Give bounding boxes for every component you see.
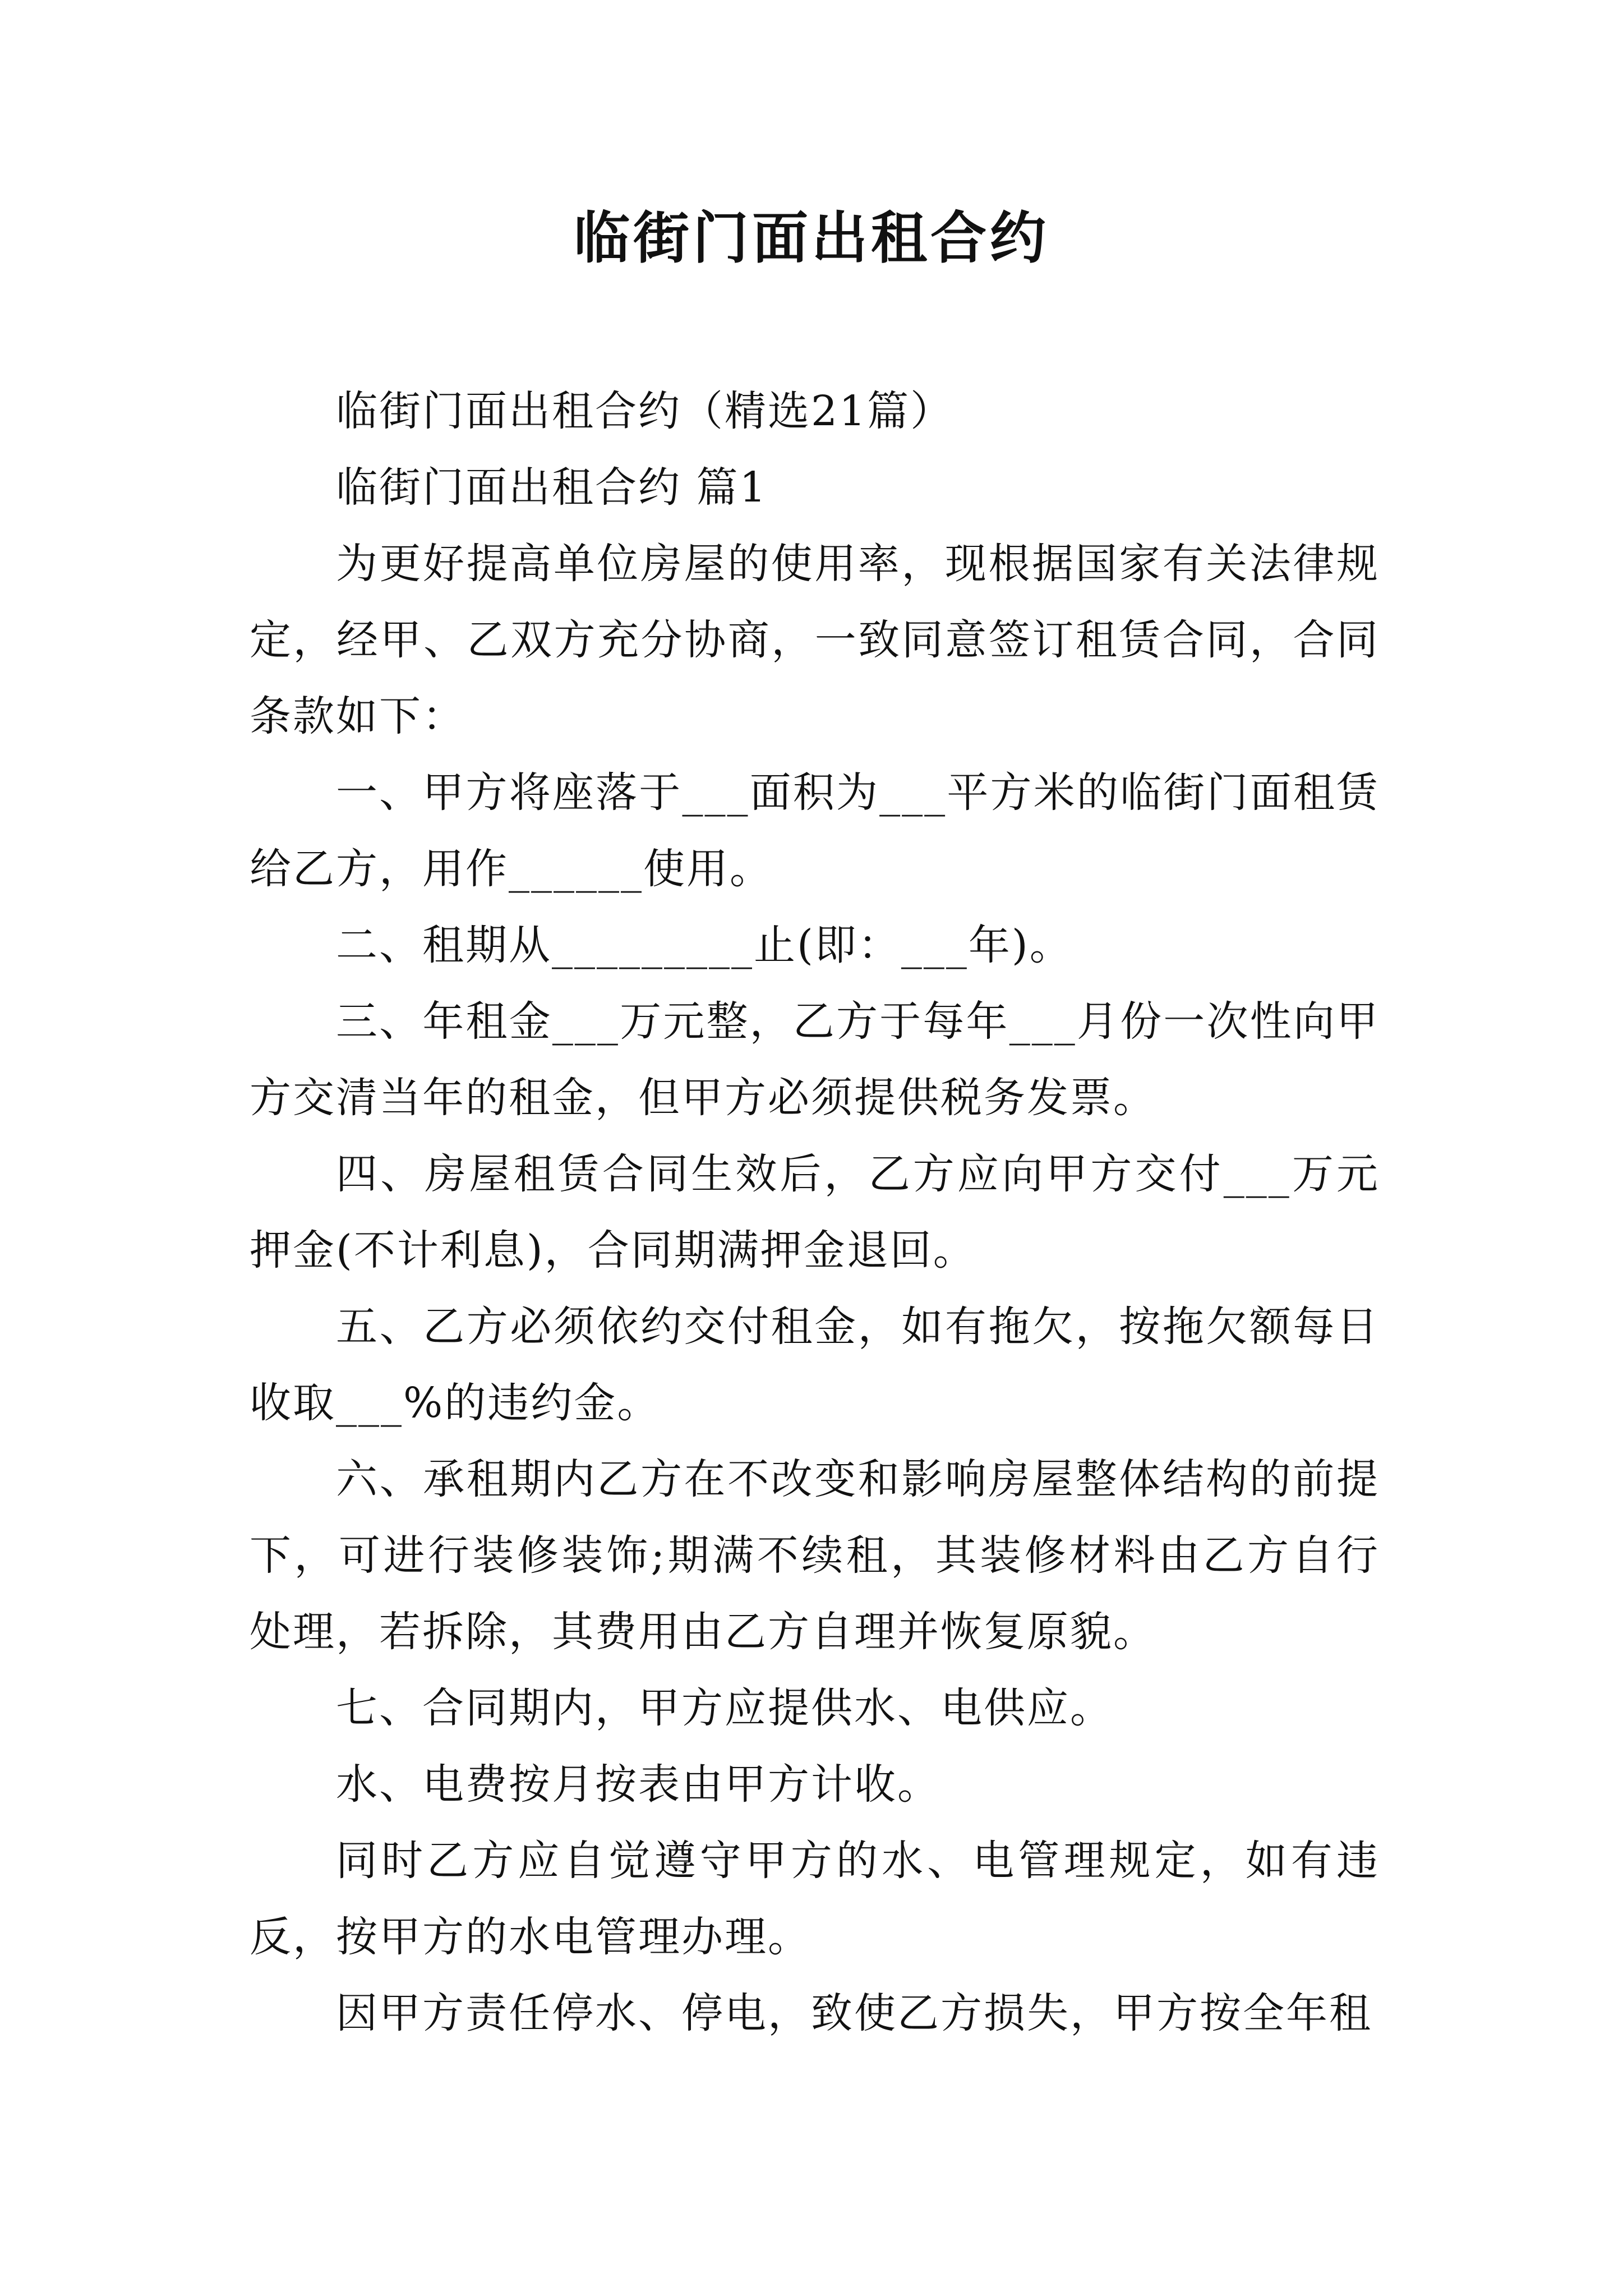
- paragraph-clause-4: 四、房屋租赁合同生效后，乙方应向甲方交付___万元押金(不计利息)，合同期满押金退回。: [250, 1150, 1380, 1274]
- paragraph-outage-liability: 因甲方责任停水、停电，致使乙方损失，甲方按全年租: [336, 1989, 1372, 2037]
- paragraph-utility-fees: 水、电费按月按表由甲方计收。: [336, 1760, 940, 1809]
- document-title: 临街门面出租合约: [574, 205, 1049, 271]
- paragraph-clause-2: 二、租期从_________止(即：___年)。: [336, 921, 1073, 969]
- paragraph-clause-5: 五、乙方必须依约交付租金，如有拖欠，按拖欠额每日收取___%的违约金。: [250, 1303, 1380, 1427]
- document-body: [250, 373, 1380, 2051]
- paragraph-utility-rules: 同时乙方应自觉遵守甲方的水、电管理规定，如有违反，按甲方的水电管理办理。: [250, 1837, 1380, 1961]
- paragraph-preamble: 为更好提高单位房屋的使用率，现根据国家有关法律规定，经甲、乙双方充分协商，一致同意签订租赁合同，合同条款如下：: [250, 540, 1380, 740]
- paragraph-clause-7: 七、合同期内，甲方应提供水、电供应。: [336, 1684, 1113, 1732]
- paragraph-collection-title: 临街门面出租合约（精选21篇）: [336, 387, 954, 435]
- paragraph-clause-1: 一、甲方将座落于___面积为___平方米的临街门面租赁给乙方，用作______使用。: [250, 769, 1380, 893]
- paragraph-clause-3: 三、年租金___万元整，乙方于每年___月份一次性向甲方交清当年的租金，但甲方必须提供税务发票。: [250, 997, 1380, 1122]
- paragraph-clause-6: 六、承租期内乙方在不改变和影响房屋整体结构的前提下，可进行装修装饰;期满不续租，其装修材料由乙方自行处理，若拆除，其费用由乙方自理并恢复原貌。: [250, 1455, 1380, 1656]
- paragraph-section-heading: 临街门面出租合约 篇1: [336, 463, 768, 512]
